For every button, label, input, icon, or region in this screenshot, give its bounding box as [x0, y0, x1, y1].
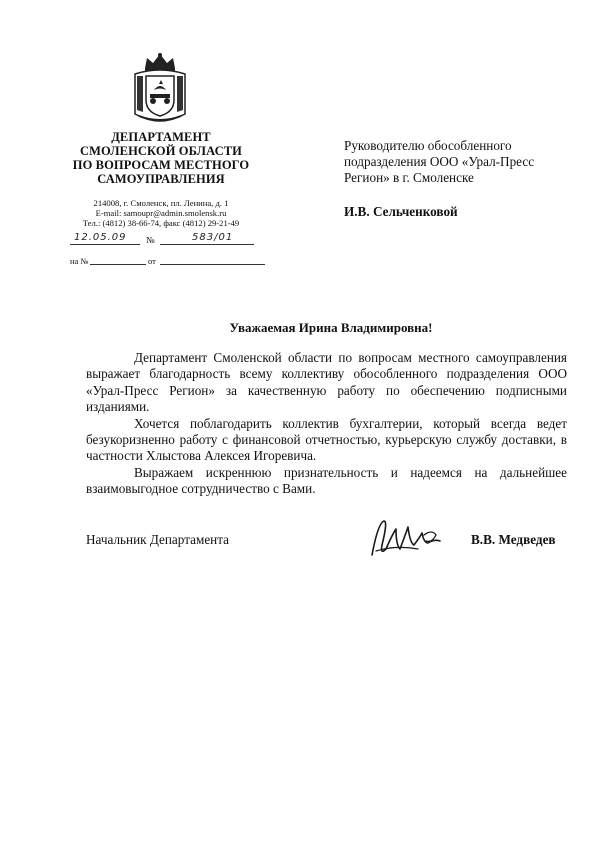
in-reply-from-label: от	[148, 256, 156, 266]
in-reply-number-label: на №	[70, 256, 89, 266]
letter-body	[86, 350, 567, 498]
signatory-title: Начальник Департамента	[86, 532, 230, 547]
registration-number: 583/01	[192, 232, 234, 243]
department-contacts	[66, 198, 256, 228]
recipient-line: Регион» в г. Смоленске	[344, 170, 474, 185]
department-phone: Тел.: (4812) 38-66-74, факс (4812) 29-21-49	[82, 218, 240, 228]
recipient-line: подразделения ООО «Урал-Пресс	[344, 154, 535, 169]
department-name	[66, 130, 256, 186]
in-reply-number-underline	[90, 264, 146, 265]
letter-paragraph: Департамент Смоленской области по вопросам местного самоуправления выражает благодарность всему коллективу обособленного подразделения ООО «Урал-Пресс Регион» за качественную работу по обеспечению подписными изданиями.	[86, 350, 567, 415]
registration-number-label: №	[146, 235, 155, 245]
registration-date: 12.05.09	[74, 232, 127, 243]
date-underline	[70, 244, 140, 245]
letter-greeting: Уважаемая Ирина Владимировна!	[229, 320, 433, 335]
letter-paragraph: Хочется поблагодарить коллектив бухгалтерии, который всегда ведет безукоризненно работу с финансовой отчетностью, курьерскую службу доставки, в частности Хлыстова Алексея Игоревича.	[86, 415, 567, 464]
department-name-line: ДЕПАРТАМЕНТ	[111, 130, 211, 144]
coat-of-arms-emblem	[133, 52, 187, 126]
number-underline	[160, 244, 254, 245]
signatory-name: В.В. Медведев	[471, 532, 556, 547]
in-reply-line	[70, 256, 270, 268]
department-address: 214008, г. Смоленск, пл. Ленина, д. 1	[93, 198, 229, 208]
in-reply-date-underline	[160, 264, 265, 265]
department-name-line: САМОУПРАВЛЕНИЯ	[97, 172, 225, 186]
department-name-line: ПО ВОПРОСАМ МЕСТНОГО	[72, 158, 250, 172]
registration-line	[70, 234, 260, 246]
department-name-line: СМОЛЕНСКОЙ ОБЛАСТИ	[80, 144, 242, 158]
handwritten-signature-image	[366, 515, 446, 563]
recipient-name: И.В. Сельченковой	[344, 204, 458, 219]
recipient-line: Руководителю обособленного	[344, 138, 512, 153]
letter-paragraph: Выражаем искреннюю признательность и надеемся на дальнейшее взаимовыгодное сотрудничество с Вами.	[86, 464, 567, 497]
department-email: E-mail: samoupr@admin.smolensk.ru	[95, 208, 227, 218]
recipient-block	[344, 138, 574, 186]
